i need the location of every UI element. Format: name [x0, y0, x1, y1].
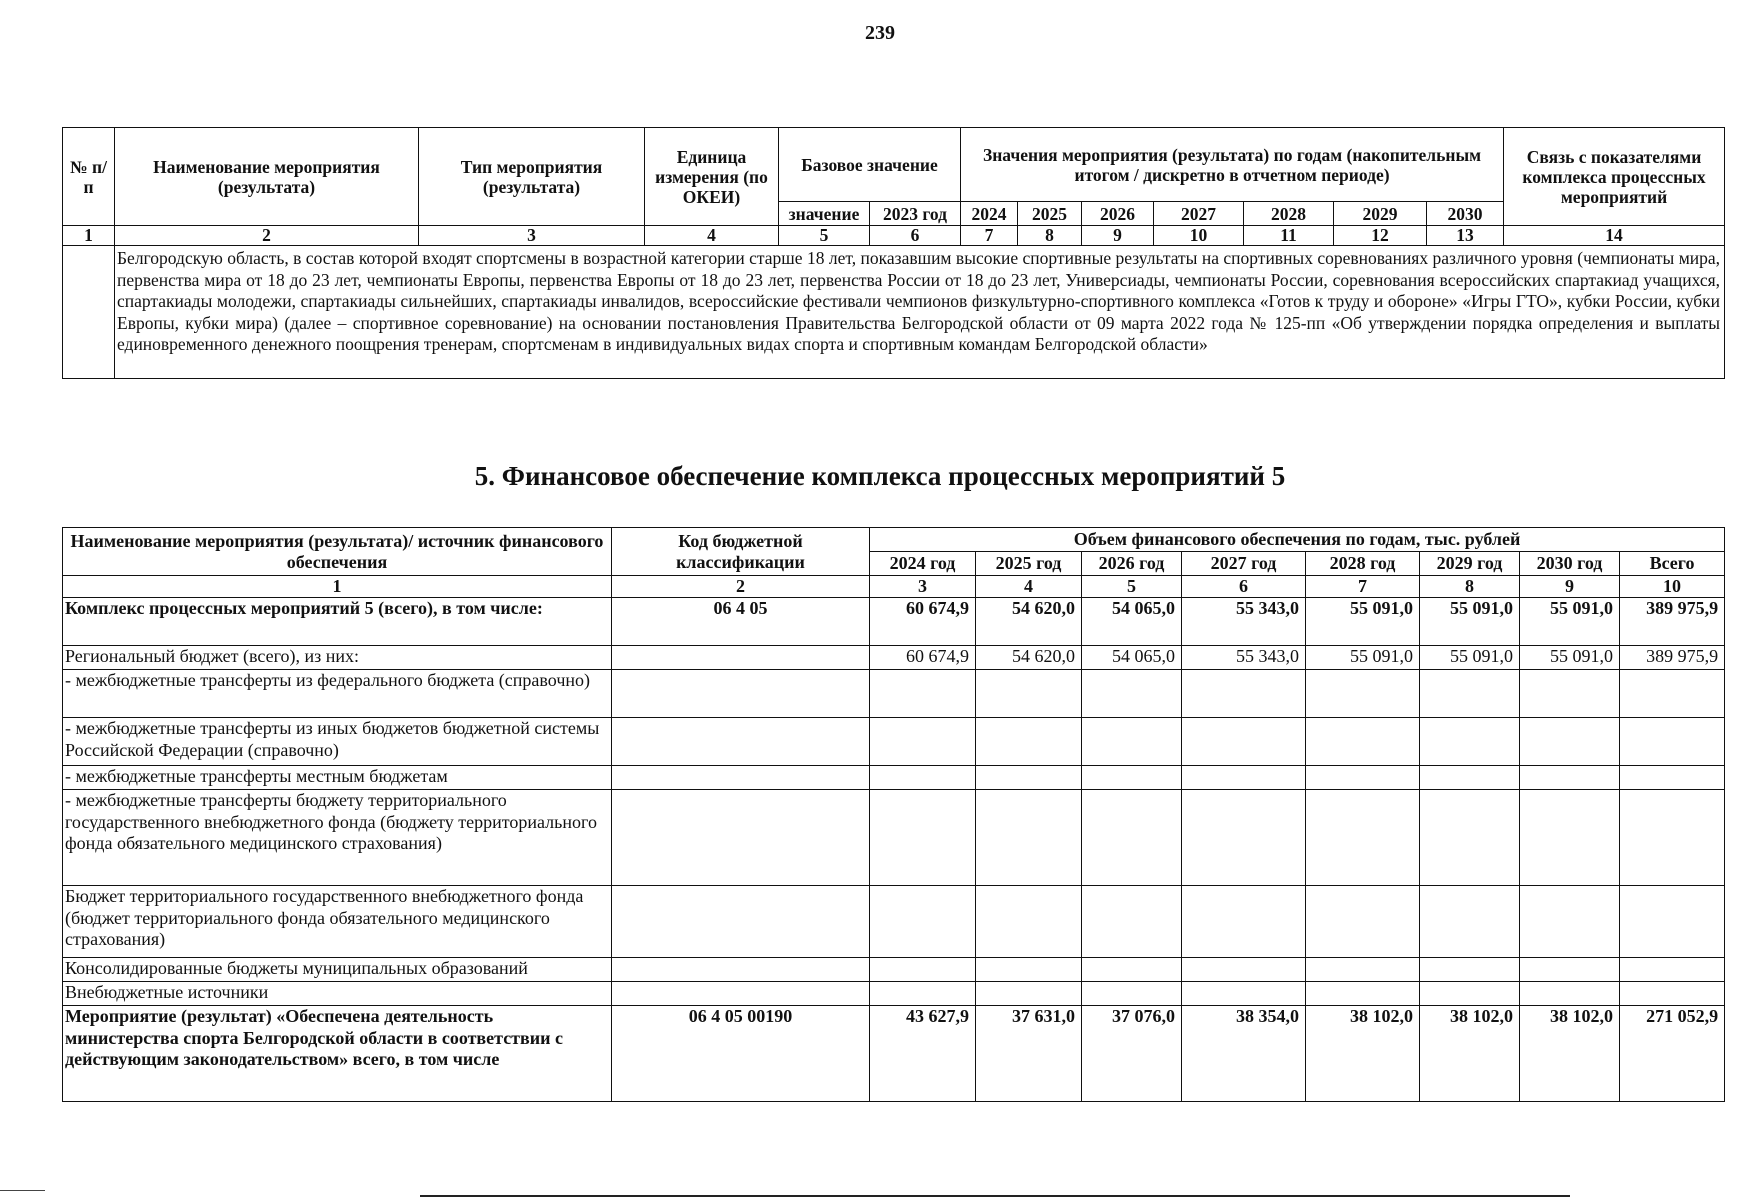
table-row: [63, 886, 1725, 958]
description-row: [63, 246, 1725, 379]
header-year: 2029 год: [1420, 552, 1520, 576]
row-code: [612, 886, 870, 958]
row-value: 54 620,0: [976, 646, 1082, 670]
row-value: [870, 766, 976, 790]
column-number: 2: [115, 226, 419, 246]
header-link: Связь с показателями комплекса процессных мероприятий: [1504, 128, 1725, 226]
column-number: 3: [419, 226, 645, 246]
header-volume: Объем финансового обеспечения по годам, тыс. рублей: [870, 528, 1725, 552]
column-number: 11: [1244, 226, 1334, 246]
row-value: 38 102,0: [1520, 1006, 1620, 1102]
header-year: 2030 год: [1520, 552, 1620, 576]
row-value: [870, 670, 976, 718]
row-label: Мероприятие (результат) «Обеспечена деятельность министерства спорта Белгородской области в соответствии с действующим законодательством» всего, в том числе: [63, 1006, 612, 1102]
row-value: [1420, 766, 1520, 790]
row-label: - межбюджетные трансферты из иных бюджетов бюджетной системы Российской Федерации (справочно): [63, 718, 612, 766]
row-value: [1306, 982, 1420, 1006]
row-label: - межбюджетные трансферты местным бюджетам: [63, 766, 612, 790]
header-years-group: Значения мероприятия (результата) по годам (накопительным итогом / дискретно в отчетном периоде): [961, 128, 1504, 202]
row-code: [612, 646, 870, 670]
table-row: [63, 958, 1725, 982]
table-row: [63, 766, 1725, 790]
financing-rows: [63, 598, 1725, 1102]
row-value: [1082, 718, 1182, 766]
footer-divider-left: [0, 1190, 45, 1191]
column-number: 1: [63, 576, 612, 598]
header-name: Наименование мероприятия (результата)/ источник финансового обеспечения: [63, 528, 612, 576]
row-value: 55 091,0: [1306, 598, 1420, 646]
row-value: [870, 718, 976, 766]
row-value: [1182, 958, 1306, 982]
header-num: № п/п: [63, 128, 115, 226]
row-value: 55 091,0: [1520, 598, 1620, 646]
row-value: [870, 982, 976, 1006]
header-name: Наименование мероприятия (результата): [115, 128, 419, 226]
row-total: [1620, 718, 1725, 766]
header-year: 2027 год: [1182, 552, 1306, 576]
row-value: 38 102,0: [1306, 1006, 1420, 1102]
row-total: [1620, 958, 1725, 982]
row-value: [1082, 790, 1182, 886]
column-number: 5: [1082, 576, 1182, 598]
row-value: 55 091,0: [1420, 646, 1520, 670]
row-value: [1306, 790, 1420, 886]
row-value: [1306, 958, 1420, 982]
column-number: 7: [1306, 576, 1420, 598]
row-total: [1620, 790, 1725, 886]
header-year: 2025 год: [976, 552, 1082, 576]
column-number: 14: [1504, 226, 1725, 246]
description-text: Белгородскую область, в состав которой входят спортсмены в возрастной категории старше 18 лет, показавшим высокие спортивные результаты на спортивных соревнованиях различного уровня (чемпионаты мира, первенства мира от 18 до 23 лет, чемпионаты Европы, первенства Европы от 18 до 23 лет, первенства России от 18 до 23 лет, Универсиады, чемпионаты России, соревнования всероссийских спартакиад учащихся, спартакиады молодежи, спартакиады сильнейших, спартакиады инвалидов, всероссийские фестивали чемпионов физкультурно-спортивного комплекса «Готов к труду и обороне» «Игры ГТО», кубки России, кубки Европы, кубки мира) (далее – спортивное соревнование) на основании постановления Правительства Белгородской области от 09 марта 2022 года № 125-пп «Об утверждении порядка определения и выплаты единовременного денежного поощрения тренерам, спортсменам в индивидуальных видах спорта и спортивным командам Белгородской области»: [115, 246, 1725, 379]
row-value: [1420, 718, 1520, 766]
row-value: [976, 670, 1082, 718]
row-value: [976, 886, 1082, 958]
header-code: Код бюджетной классификации: [612, 528, 870, 576]
header-base-year: 2023 год: [870, 202, 961, 226]
row-value: 38 354,0: [1182, 1006, 1306, 1102]
row-total: [1620, 886, 1725, 958]
header-unit: Единица измерения (по ОКЕИ): [645, 128, 779, 226]
column-number: 4: [976, 576, 1082, 598]
row-label: - межбюджетные трансферты из федерального бюджета (справочно): [63, 670, 612, 718]
row-value: [1082, 886, 1182, 958]
row-value: 55 091,0: [1306, 646, 1420, 670]
row-value: 37 631,0: [976, 1006, 1082, 1102]
table-row: [63, 646, 1725, 670]
row-value: [1306, 670, 1420, 718]
row-label: Консолидированные бюджеты муниципальных образований: [63, 958, 612, 982]
column-number: 2: [612, 576, 870, 598]
column-number: 6: [1182, 576, 1306, 598]
row-value: [1420, 670, 1520, 718]
column-number: 3: [870, 576, 976, 598]
row-value: [1182, 886, 1306, 958]
column-number: 1: [63, 226, 115, 246]
table-row: [63, 1006, 1725, 1102]
header-year: 2024: [961, 202, 1018, 226]
row-label: Региональный бюджет (всего), из них:: [63, 646, 612, 670]
row-total: [1620, 982, 1725, 1006]
header-year: 2028 год: [1306, 552, 1420, 576]
row-value: 55 343,0: [1182, 598, 1306, 646]
row-value: [1082, 670, 1182, 718]
row-value: [1520, 958, 1620, 982]
column-number: 12: [1334, 226, 1427, 246]
row-value: [1420, 790, 1520, 886]
column-numbers-row: [63, 576, 1725, 598]
row-value: 60 674,9: [870, 598, 976, 646]
row-value: [1182, 718, 1306, 766]
description-num-cell: [63, 246, 115, 379]
row-value: 54 620,0: [976, 598, 1082, 646]
row-value: [870, 886, 976, 958]
row-code: [612, 790, 870, 886]
row-value: 60 674,9: [870, 646, 976, 670]
row-code: [612, 718, 870, 766]
row-value: [1520, 766, 1620, 790]
column-number: 8: [1420, 576, 1520, 598]
row-code: [612, 982, 870, 1006]
row-value: [1520, 982, 1620, 1006]
row-value: [1182, 982, 1306, 1006]
table-row: [63, 790, 1725, 886]
row-value: [1306, 718, 1420, 766]
header-base-value: значение: [779, 202, 870, 226]
financing-table: [62, 527, 1725, 1102]
row-label: Бюджет территориального государственного внебюджетного фонда (бюджет территориального фонда обязательного медицинского страхования): [63, 886, 612, 958]
row-value: [1520, 790, 1620, 886]
column-numbers-row: [63, 226, 1725, 246]
row-code: [612, 766, 870, 790]
row-label: Комплекс процессных мероприятий 5 (всего), в том числе:: [63, 598, 612, 646]
row-value: [976, 766, 1082, 790]
row-value: 38 102,0: [1420, 1006, 1520, 1102]
row-value: [976, 982, 1082, 1006]
column-number: 8: [1018, 226, 1082, 246]
column-number: 5: [779, 226, 870, 246]
row-value: [1306, 766, 1420, 790]
table-row: [63, 718, 1725, 766]
row-value: [1082, 766, 1182, 790]
column-number: 7: [961, 226, 1018, 246]
row-value: 55 343,0: [1182, 646, 1306, 670]
header-base: Базовое значение: [779, 128, 961, 202]
header-year: 2026 год: [1082, 552, 1182, 576]
row-code: 06 4 05 00190: [612, 1006, 870, 1102]
row-value: 55 091,0: [1420, 598, 1520, 646]
row-value: 43 627,9: [870, 1006, 976, 1102]
row-value: [1082, 958, 1182, 982]
row-code: [612, 958, 870, 982]
row-code: [612, 670, 870, 718]
header-type: Тип мероприятия (результата): [419, 128, 645, 226]
header-total: Всего: [1620, 552, 1725, 576]
column-number: 6: [870, 226, 961, 246]
header-year: 2027: [1154, 202, 1244, 226]
column-number: 10: [1154, 226, 1244, 246]
row-value: 55 091,0: [1520, 646, 1620, 670]
row-value: 37 076,0: [1082, 1006, 1182, 1102]
header-year: 2030: [1427, 202, 1504, 226]
results-table: [62, 127, 1725, 379]
row-value: [1182, 766, 1306, 790]
row-value: 54 065,0: [1082, 598, 1182, 646]
row-value: [976, 958, 1082, 982]
row-label: - межбюджетные трансферты бюджету территориального государственного внебюджетного фонда (бюджету территориального фонда обязательного медицинского страхования): [63, 790, 612, 886]
row-value: [1306, 886, 1420, 958]
table-row: [63, 670, 1725, 718]
table-row: [63, 982, 1725, 1006]
row-value: [1420, 886, 1520, 958]
row-label: Внебюджетные источники: [63, 982, 612, 1006]
section-title: 5. Финансовое обеспечение комплекса процессных мероприятий 5: [474, 461, 1286, 491]
column-number: 4: [645, 226, 779, 246]
table-row: [63, 598, 1725, 646]
footer-divider: [420, 1195, 1570, 1197]
row-value: [1520, 886, 1620, 958]
column-number: 9: [1082, 226, 1154, 246]
header-year: 2029: [1334, 202, 1427, 226]
row-value: [1520, 718, 1620, 766]
header-year: 2025: [1018, 202, 1082, 226]
row-code: 06 4 05: [612, 598, 870, 646]
row-value: [1182, 670, 1306, 718]
row-value: [1420, 958, 1520, 982]
column-number: 10: [1620, 576, 1725, 598]
row-value: [976, 790, 1082, 886]
column-number: 13: [1427, 226, 1504, 246]
header-year: 2024 год: [870, 552, 976, 576]
row-value: [870, 958, 976, 982]
row-total: [1620, 670, 1725, 718]
row-total: 389 975,9: [1620, 646, 1725, 670]
row-total: 389 975,9: [1620, 598, 1725, 646]
row-value: [1420, 982, 1520, 1006]
column-number: 9: [1520, 576, 1620, 598]
row-total: [1620, 766, 1725, 790]
row-value: [976, 718, 1082, 766]
row-value: 54 065,0: [1082, 646, 1182, 670]
row-value: [870, 790, 976, 886]
header-year: 2028: [1244, 202, 1334, 226]
row-value: [1082, 982, 1182, 1006]
row-value: [1182, 790, 1306, 886]
header-year: 2026: [1082, 202, 1154, 226]
row-value: [1520, 670, 1620, 718]
row-total: 271 052,9: [1620, 1006, 1725, 1102]
page-number: 239: [865, 22, 895, 44]
